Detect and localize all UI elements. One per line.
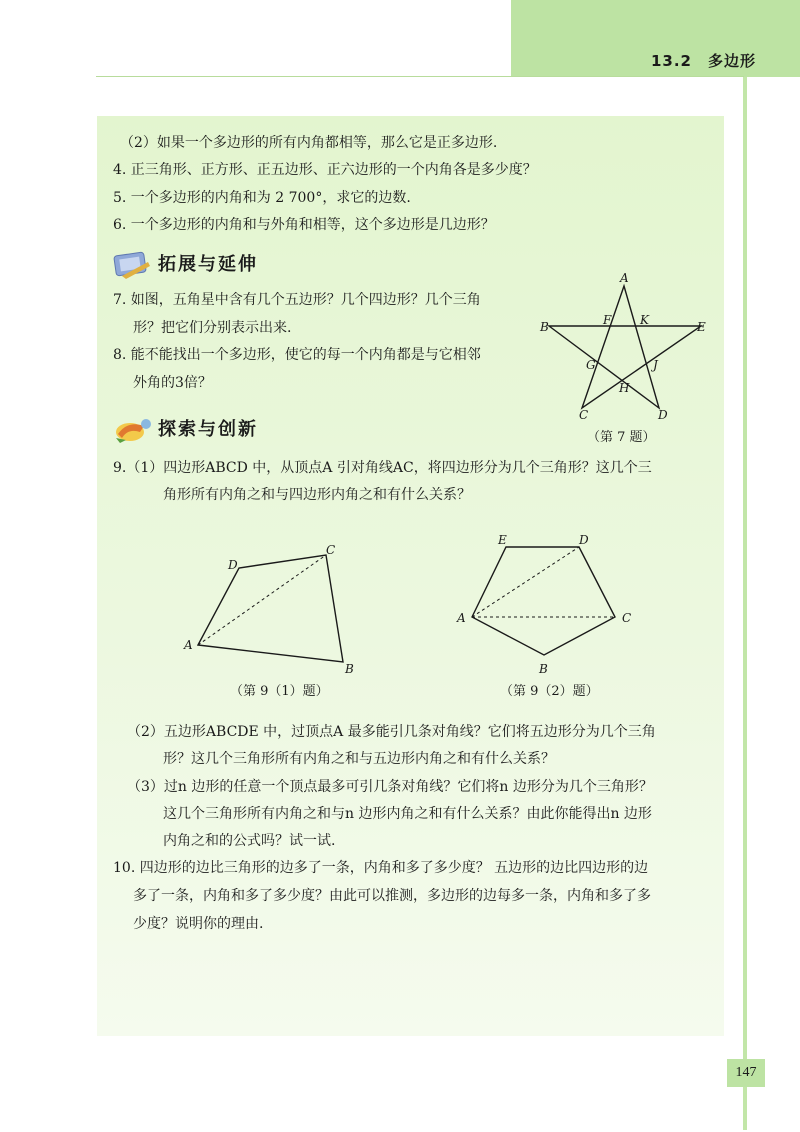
star-label-h: H [619,381,630,395]
quad-label-a: A [184,638,193,652]
pent-label-c: C [622,611,632,625]
star-label-k: K [640,313,649,327]
star-label-a: A [620,271,629,285]
chapter-title: 13.2 多边形 [650,52,756,70]
text-line: 外角的3倍？ [133,375,212,391]
text-line: 这几个三角形所有内角之和与n 边形内角之和有什么关系？由此你能得出n 边形 [163,806,652,822]
quad-label-c: C [326,543,336,557]
text-line: 8. 能不能找出一个多边形，使它的每一个内角都是与它相邻 [113,347,481,363]
text-line: （3）过n 边形的任意一个顶点最多可引几条对角线？它们将n 边形分为几个三角形？ [127,779,653,795]
text-line: （2）如果一个多边形的所有内角都相等，那么它是正多边形. [120,135,498,151]
star-label-j: J [653,358,658,372]
quad-label-b: B [345,662,354,676]
extend-section-icon [112,250,154,280]
text-line: （2）五边形ABCDE 中，过顶点A 最多能引几条对角线？它们将五边形分为几个三角 [127,724,656,740]
star-label-b: B [540,320,549,334]
text-line: 形？这几个三角形所有内角之和与五边形内角之和有什么关系？ [163,751,555,767]
pentagon-figure-caption: （第 9（2）题） [500,684,599,699]
text-line: 7. 如图，五角星中含有几个五边形？几个四边形？几个三角 [113,292,481,308]
side-rule [743,77,747,1130]
star-label-c: C [579,408,589,422]
text-line: 9.（1）四边形ABCD 中，从顶点A 引对角线AC，将四边形分为几个三角形？这几个三 [113,460,652,476]
text-line: 少度？说明你的理由. [133,916,264,932]
star-label-f: F [603,313,612,327]
quadrilateral-figure [180,538,360,676]
star-figure [535,268,715,426]
pentagon-figure [450,530,650,680]
section-heading-explore: 探索与创新 [158,419,258,440]
pent-label-e: E [498,533,507,547]
text-line: 6. 一个多边形的内角和与外角和相等，这个多边形是几边形？ [113,217,495,233]
pent-label-b: B [539,662,548,676]
text-line: 角形所有内角之和与四边形内角之和有什么关系？ [163,487,471,503]
star-figure-caption: （第 7 题） [587,430,656,445]
text-line: 形？把它们分别表示出来. [133,320,292,336]
star-label-e: E [697,320,706,334]
explore-section-icon [112,414,156,444]
text-line: 5. 一个多边形的内角和为 2 700°，求它的边数. [113,190,411,206]
star-label-d: D [658,408,668,422]
pent-label-a: A [457,611,466,625]
text-line: 内角之和的公式吗？试一试. [163,833,336,849]
star-label-g: G [586,358,596,372]
quad-label-d: D [228,558,238,572]
header-divider [96,76,744,77]
section-heading-extend: 拓展与延伸 [158,254,258,275]
quadrilateral-figure-caption: （第 9（1）题） [230,684,329,699]
pent-label-d: D [579,533,589,547]
page-number: 147 [727,1059,765,1087]
text-line: 多了一条，内角和多了多少度？由此可以推测，多边形的边每多一条，内角和多了多 [133,888,651,904]
text-line: 4. 正三角形、正方形、正五边形、正六边形的一个内角各是多少度？ [113,162,537,178]
text-line: 10. 四边形的边比三角形的边多了一条，内角和多了多少度？ 五边形的边比四边形的边 [113,860,649,876]
